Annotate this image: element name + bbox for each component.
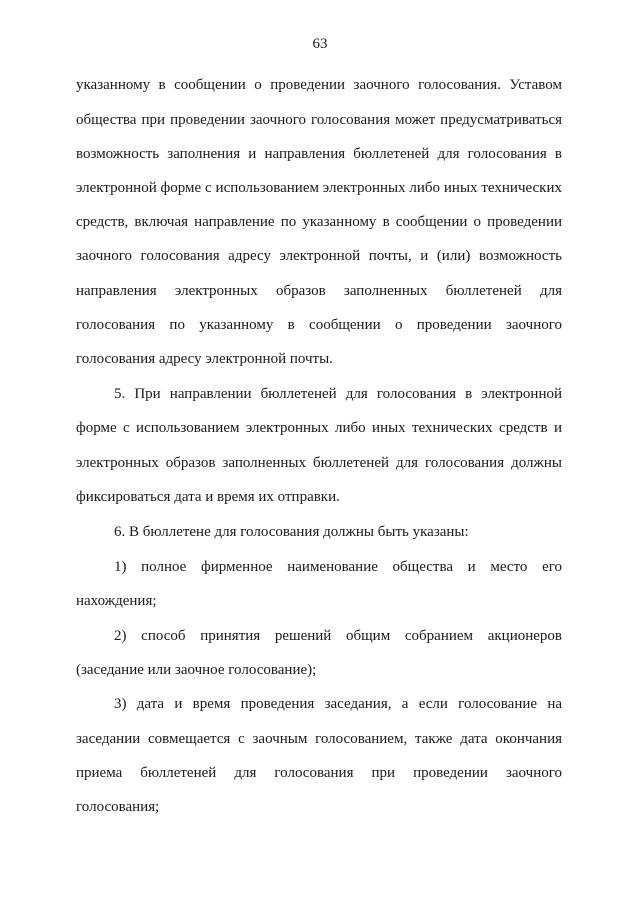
text-line: электронных образов заполненных бюллетеней для голосования должны [76, 455, 562, 471]
page-number: 63 [312, 36, 328, 52]
paragraph-6-first-line: 6. В бюллетене для голосования должны быть указаны: [114, 524, 469, 540]
list-item-2-first-line: 2) способ принятия решений общим собранием акционеров [114, 628, 562, 644]
text-line: голосования; [76, 799, 160, 815]
text-line: указанному в сообщении о проведении заочного голосования. Уставом [76, 77, 562, 93]
text-line: общества при проведении заочного голосования может предусматриваться [76, 112, 562, 128]
list-item-3-first-line: 3) дата и время проведения заседания, а если голосование на [114, 696, 562, 712]
text-line: форме с использованием электронных либо иных технических средств и [76, 420, 562, 436]
text-line: голосования по указанному в сообщении о проведении заочного [76, 317, 562, 333]
text-line: фиксироваться дата и время их отправки. [76, 489, 340, 505]
text-line: голосования адресу электронной почты. [76, 351, 333, 367]
text-line: нахождения; [76, 593, 157, 609]
text-line: (заседание или заочное голосование); [76, 662, 317, 678]
text-line: средств, включая направление по указанному в сообщении о проведении [76, 214, 562, 230]
paragraph-5-first-line: 5. При направлении бюллетеней для голосования в электронной [114, 386, 562, 402]
text-line: направления электронных образов заполненных бюллетеней для [76, 283, 562, 299]
text-line: заочного голосования адресу электронной почты, и (или) возможность [76, 248, 562, 264]
list-item-1-first-line: 1) полное фирменное наименование общества и место его [114, 559, 562, 575]
text-line: возможность заполнения и направления бюллетеней для голосования в [76, 146, 562, 162]
text-line: электронной форме с использованием электронных либо иных технических [76, 180, 562, 196]
text-line: заседании совмещается с заочным голосованием, также дата окончания [76, 731, 562, 747]
text-line: приема бюллетеней для голосования при проведении заочного [76, 765, 562, 781]
